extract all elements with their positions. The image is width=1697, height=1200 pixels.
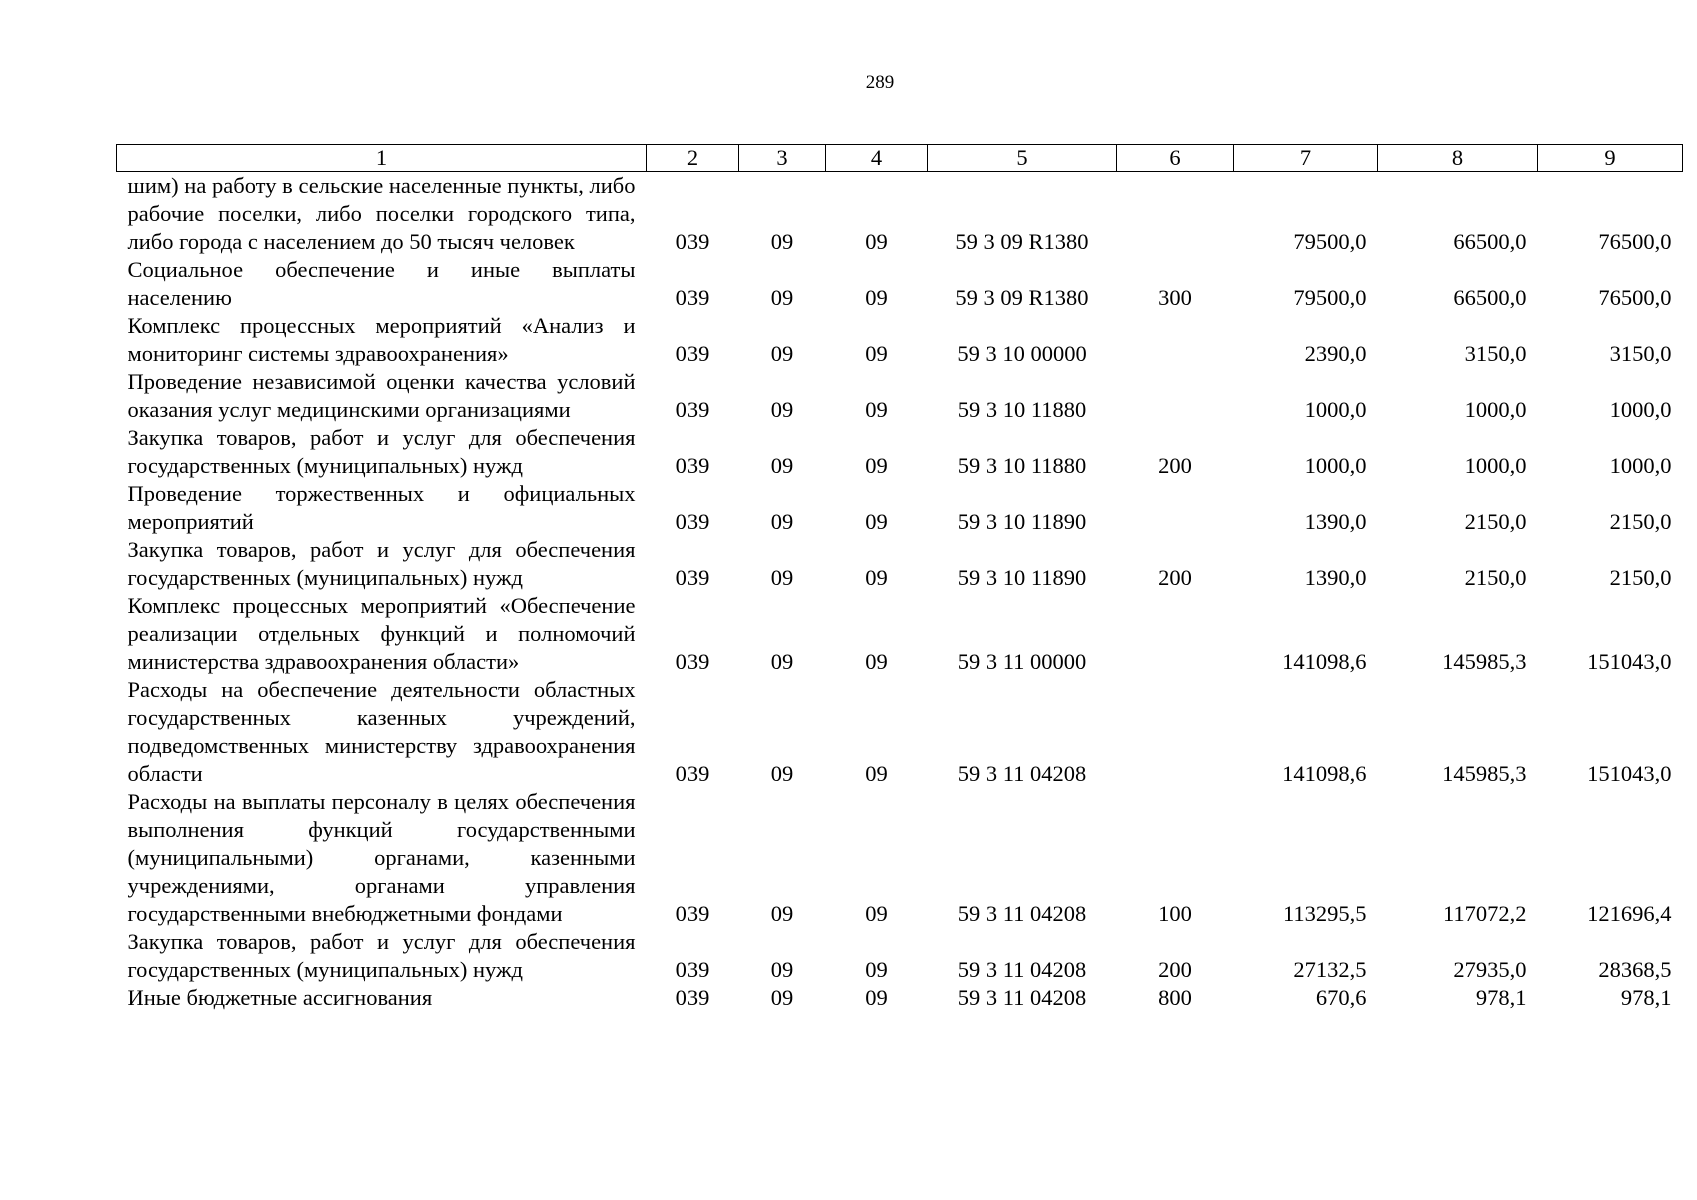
- header-row: [117, 145, 1683, 172]
- expense-type-cell: [1117, 172, 1234, 257]
- subsection-code-cell: 09: [865, 397, 888, 422]
- ministry-code-cell: 039: [675, 453, 710, 478]
- amount-col9-cell: 151043,0: [1587, 649, 1672, 674]
- amount-col9-cell: 76500,0: [1598, 285, 1672, 310]
- amount-col7-cell: 27132,5: [1293, 957, 1367, 982]
- amount-col7-cell: 1390,0: [1304, 565, 1367, 590]
- amount-col9-cell: 1000,0: [1609, 397, 1672, 422]
- budget-table: [116, 144, 1683, 1012]
- table-body: [117, 172, 1683, 1013]
- amount-col7-cell: 1390,0: [1304, 509, 1367, 534]
- page-number: 289: [865, 72, 895, 93]
- expense-type-cell: 200: [1158, 453, 1192, 478]
- amount-col8-cell: 1000,0: [1464, 453, 1527, 478]
- table-row: [117, 312, 1683, 368]
- target-article-cell: 59 3 11 04208: [957, 957, 1087, 982]
- amount-col8-cell: 1000,0: [1464, 397, 1527, 422]
- column-header: 7: [1234, 145, 1378, 172]
- expense-type-cell: 800: [1158, 985, 1192, 1010]
- expense-type-cell: [1117, 676, 1234, 788]
- table-row: [117, 424, 1683, 480]
- amount-col7-cell: 141098,6: [1282, 649, 1367, 674]
- expense-type-cell: 200: [1158, 565, 1192, 590]
- amount-col8-cell: 117072,2: [1442, 901, 1527, 926]
- target-article-cell: 59 3 11 04208: [957, 761, 1087, 786]
- row-name-cell: Расходы на обеспечение деятельности областных государственных казенных учреждений, подведомственных министерству здравоохранения области: [127, 677, 636, 786]
- target-article-cell: 59 3 10 11890: [957, 565, 1087, 590]
- row-name-cell: Комплекс процессных мероприятий «Обеспечение реализации отдельных функций и полномочий министерства здравоохранения области»: [127, 593, 636, 674]
- amount-col9-cell: 2150,0: [1609, 509, 1672, 534]
- amount-col8-cell: 145985,3: [1442, 761, 1527, 786]
- amount-col7-cell: 1000,0: [1304, 453, 1367, 478]
- column-header: 5: [928, 145, 1117, 172]
- amount-col7-cell: 1000,0: [1304, 397, 1367, 422]
- section-code-cell: 09: [770, 285, 794, 310]
- amount-col7-cell: 79500,0: [1293, 285, 1367, 310]
- ministry-code-cell: 039: [675, 565, 710, 590]
- table-row: [117, 984, 1683, 1012]
- subsection-code-cell: 09: [865, 761, 888, 786]
- column-header: 8: [1378, 145, 1538, 172]
- column-header: 3: [739, 145, 826, 172]
- row-name-cell: Социальное обеспечение и иные выплаты населению: [127, 257, 636, 310]
- table-row: [117, 256, 1683, 312]
- amount-col7-cell: 141098,6: [1282, 761, 1367, 786]
- expense-type-cell: [1117, 368, 1234, 424]
- section-code-cell: 09: [770, 229, 794, 254]
- section-code-cell: 09: [770, 453, 794, 478]
- target-article-cell: 59 3 11 04208: [957, 985, 1087, 1010]
- row-name-cell: Закупка товаров, работ и услуг для обеспечения государственных (муниципальных) нужд: [127, 929, 636, 982]
- column-header: 6: [1117, 145, 1234, 172]
- amount-col9-cell: 3150,0: [1609, 341, 1672, 366]
- amount-col7-cell: 113295,5: [1282, 901, 1367, 926]
- expense-type-cell: 200: [1158, 957, 1192, 982]
- amount-col9-cell: 121696,4: [1587, 901, 1672, 926]
- target-article-cell: 59 3 10 00000: [957, 341, 1087, 366]
- row-name-cell: Иные бюджетные ассигнования: [127, 985, 433, 1010]
- column-header: 4: [826, 145, 928, 172]
- target-article-cell: 59 3 10 11890: [957, 509, 1087, 534]
- amount-col7-cell: 2390,0: [1304, 341, 1367, 366]
- column-header: 2: [647, 145, 739, 172]
- row-name-cell: Проведение независимой оценки качества условий оказания услуг медицинскими организациями: [127, 369, 636, 422]
- expense-type-cell: [1117, 592, 1234, 676]
- subsection-code-cell: 09: [865, 285, 888, 310]
- ministry-code-cell: 039: [675, 397, 710, 422]
- amount-col9-cell: 151043,0: [1587, 761, 1672, 786]
- subsection-code-cell: 09: [865, 453, 888, 478]
- amount-col7-cell: 670,6: [1315, 985, 1367, 1010]
- section-code-cell: 09: [770, 397, 794, 422]
- column-header: 9: [1538, 145, 1683, 172]
- section-code-cell: 09: [770, 957, 794, 982]
- section-code-cell: 09: [770, 509, 794, 534]
- ministry-code-cell: 039: [675, 985, 710, 1010]
- target-article-cell: 59 3 09 R1380: [955, 229, 1089, 254]
- column-header: 1: [117, 145, 647, 172]
- subsection-code-cell: 09: [865, 985, 888, 1010]
- subsection-code-cell: 09: [865, 649, 888, 674]
- target-article-cell: 59 3 11 04208: [957, 901, 1087, 926]
- target-article-cell: 59 3 10 11880: [957, 397, 1087, 422]
- amount-col8-cell: 145985,3: [1442, 649, 1527, 674]
- section-code-cell: 09: [770, 649, 794, 674]
- expense-type-cell: 100: [1158, 901, 1192, 926]
- table-row: [117, 788, 1683, 928]
- amount-col8-cell: 66500,0: [1453, 229, 1527, 254]
- row-name-cell: Комплекс процессных мероприятий «Анализ и мониторинг системы здравоохранения»: [127, 313, 636, 366]
- ministry-code-cell: 039: [675, 649, 710, 674]
- ministry-code-cell: 039: [675, 761, 710, 786]
- expense-type-cell: 300: [1158, 285, 1192, 310]
- section-code-cell: 09: [770, 901, 794, 926]
- row-name-cell: Закупка товаров, работ и услуг для обеспечения государственных (муниципальных) нужд: [127, 537, 636, 590]
- amount-col9-cell: 28368,5: [1598, 957, 1672, 982]
- subsection-code-cell: 09: [865, 565, 888, 590]
- ministry-code-cell: 039: [675, 901, 710, 926]
- table-row: [117, 676, 1683, 788]
- row-name-cell: Проведение торжественных и официальных мероприятий: [127, 481, 636, 534]
- table-row: [117, 592, 1683, 676]
- section-code-cell: 09: [770, 565, 794, 590]
- row-name-cell: шим) на работу в сельские населенные пункты, либо рабочие поселки, либо поселки городского типа, либо города с населением до 50 тысяч человек: [127, 173, 636, 254]
- table-row: [117, 928, 1683, 984]
- amount-col9-cell: 1000,0: [1609, 453, 1672, 478]
- ministry-code-cell: 039: [675, 229, 710, 254]
- table-row: [117, 368, 1683, 424]
- subsection-code-cell: 09: [865, 957, 888, 982]
- table-row: [117, 480, 1683, 536]
- amount-col8-cell: 3150,0: [1464, 341, 1527, 366]
- subsection-code-cell: 09: [865, 229, 888, 254]
- amount-col7-cell: 79500,0: [1293, 229, 1367, 254]
- expense-type-cell: [1117, 312, 1234, 368]
- ministry-code-cell: 039: [675, 509, 710, 534]
- subsection-code-cell: 09: [865, 341, 888, 366]
- expense-type-cell: [1117, 480, 1234, 536]
- row-name-cell: Закупка товаров, работ и услуг для обеспечения государственных (муниципальных) нужд: [127, 425, 636, 478]
- amount-col9-cell: 76500,0: [1598, 229, 1672, 254]
- ministry-code-cell: 039: [675, 285, 710, 310]
- amount-col8-cell: 2150,0: [1464, 509, 1527, 534]
- subsection-code-cell: 09: [865, 509, 888, 534]
- amount-col8-cell: 27935,0: [1453, 957, 1527, 982]
- section-code-cell: 09: [770, 341, 794, 366]
- amount-col8-cell: 978,1: [1475, 985, 1527, 1010]
- amount-col9-cell: 2150,0: [1609, 565, 1672, 590]
- target-article-cell: 59 3 10 11880: [957, 453, 1087, 478]
- ministry-code-cell: 039: [675, 341, 710, 366]
- amount-col8-cell: 2150,0: [1464, 565, 1527, 590]
- section-code-cell: 09: [770, 985, 794, 1010]
- target-article-cell: 59 3 09 R1380: [955, 285, 1089, 310]
- section-code-cell: 09: [770, 761, 794, 786]
- amount-col8-cell: 66500,0: [1453, 285, 1527, 310]
- amount-col9-cell: 978,1: [1620, 985, 1672, 1010]
- table-row: [117, 536, 1683, 592]
- row-name-cell: Расходы на выплаты персоналу в целях обеспечения выполнения функций государственными (муниципальными) органами, казенными учреждениями, органами управления государственными внебюджетными фондами: [127, 789, 636, 926]
- ministry-code-cell: 039: [675, 957, 710, 982]
- target-article-cell: 59 3 11 00000: [957, 649, 1087, 674]
- subsection-code-cell: 09: [865, 901, 888, 926]
- table-row: [117, 172, 1683, 257]
